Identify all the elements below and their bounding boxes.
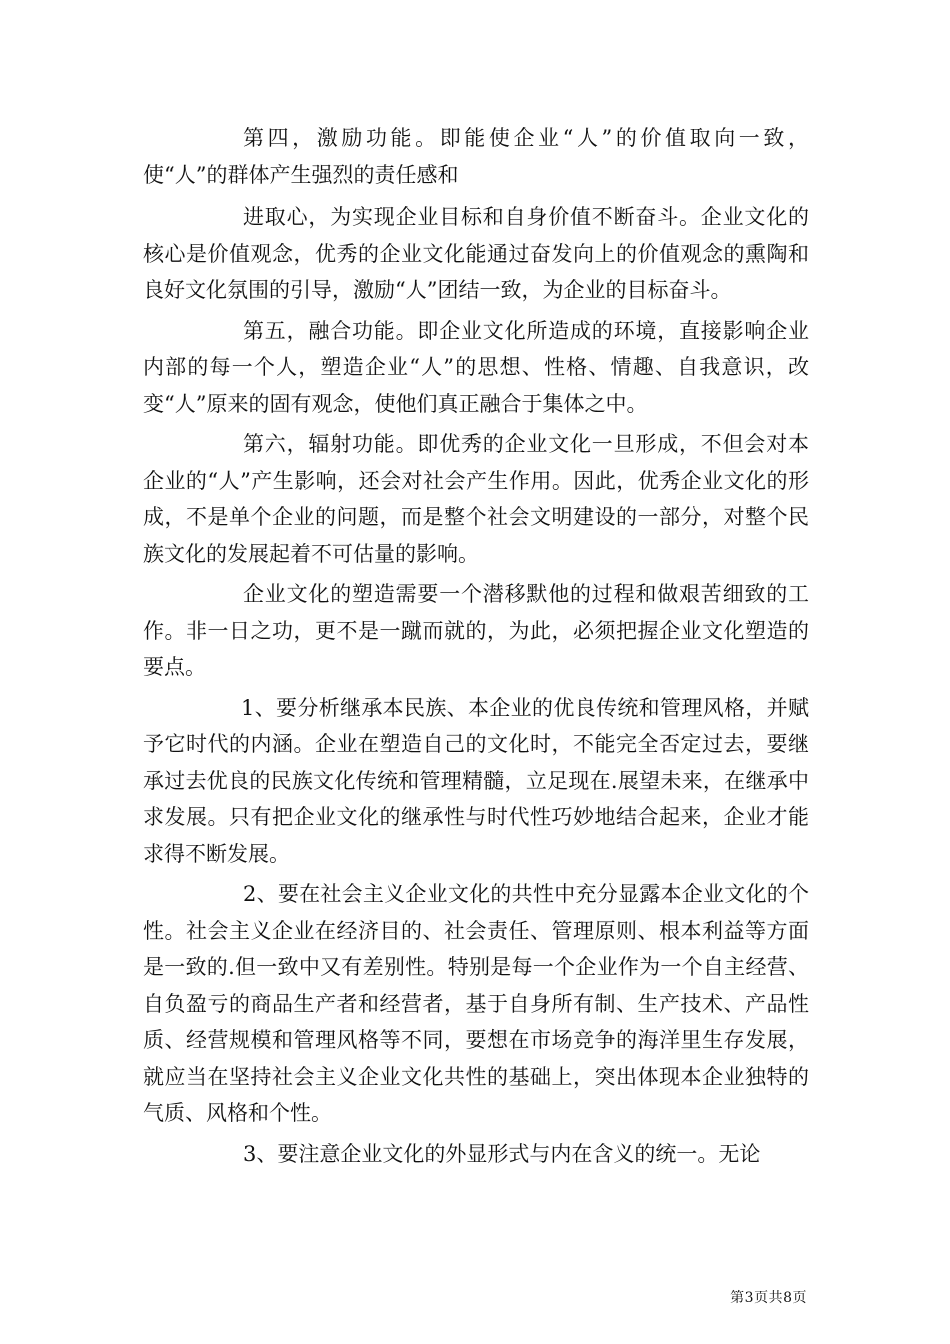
paragraph-point-2: 2、要在社会主义企业文化的共性中充分显露本企业文化的个性。社会主义企业在经济目的、社会责任、管理原则、根本利益等方面是一致的.但一致中又有差别性。特别是每一个企业作为一个自主经营、自负盈亏的商品生产者和经营者，基于自身所有制、生产技术、产品性质、经营规模和管理风格等不同，要想在市场竞争的海洋里生存发展，就应当在坚持社会主义企业文化共性的基础上，突出体现本企业独特的气质、风格和个性。 [143, 882, 809, 1125]
paragraph-point-3: 3、要注意企业文化的外显形式与内在含义的统一。无论 [243, 1141, 761, 1166]
paragraph-point-1: 1、要分析继承本民族、本企业的优良传统和管理风格，并赋予它时代的内涵。企业在塑造自己的文化时，不能完全否定过去，要继承过去优良的民族文化传统和管理精髓，立足现在.展望未来，在继承中求发展。只有把企业文化的继承性与时代性巧妙地结合起来，企业才能求得不断发展。 [143, 695, 809, 866]
paragraph-radiation-function: 第六，辐射功能。即优秀的企业文化一旦形成，不但会对本企业的“人”产生影响，还会对社会产生作用。因此，优秀企业文化的形成，不是单个企业的问题，而是整个社会文明建设的一部分，对整个民族文化的发展起着不可估量的影响。 [143, 432, 809, 566]
page-number: 第3页共8页 [730, 1290, 807, 1306]
document-body [143, 120, 809, 1172]
paragraph-culture-shaping: 企业文化的塑造需要一个潜移默他的过程和做艰苦细致的工作。非一日之功，更不是一蹴而就的，为此，必须把握企业文化塑造的要点。 [143, 582, 809, 679]
paragraph-incentive-continued: 进取心，为实现企业目标和自身价值不断奋斗。企业文化的核心是价值观念，优秀的企业文化能通过奋发向上的价值观念的熏陶和良好文化氛围的引导，激励“人”团结一致，为企业的目标奋斗。 [143, 205, 809, 302]
paragraph-fusion-function: 第五，融合功能。即企业文化所造成的环境，直接影响企业内部的每一个人，塑造企业“人”的思想、性格、情趣、自我意识，改变“人”原来的固有观念，使他们真正融合于集体之中。 [143, 318, 809, 416]
paragraph-incentive-function: 第四，激励功能。即能使企业“人”的价值取向一致，使“人”的群体产生强烈的责任感和 [143, 126, 809, 187]
